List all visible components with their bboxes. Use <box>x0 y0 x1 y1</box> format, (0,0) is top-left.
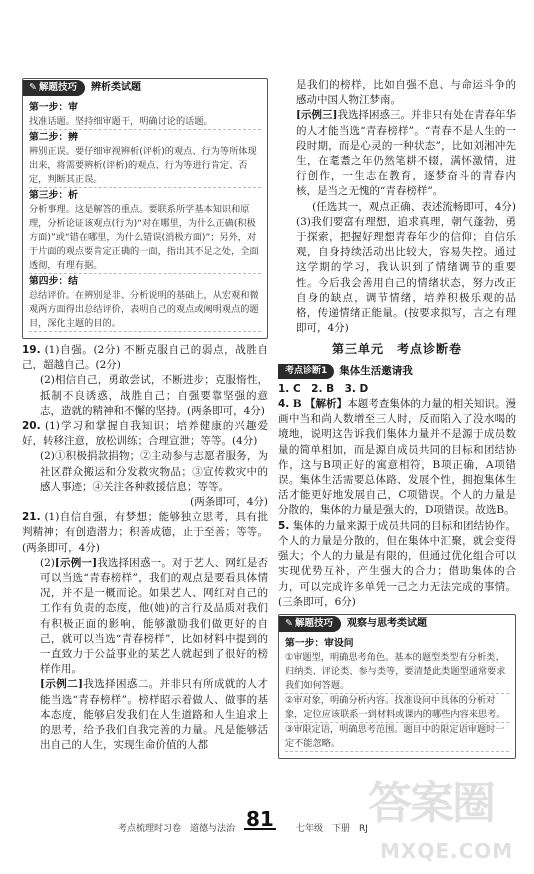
question-number: 20. <box>22 420 41 433</box>
answer-text: 我选择困惑二。并非只有所成就的人才能当选“青春榜样”。榜样昭示着做人、做事的基本态度，能够启发我们在人生道路和人生追求上的思考，给予我们自我完善的力量。凡是能够活出自己的人生，实现生命价值的人都 <box>40 678 269 752</box>
tip-box-observe <box>278 614 516 759</box>
answer-5 <box>278 519 516 610</box>
answer-text: (2)①积极捐款捐物；②主动参与志愿者服务，为社区群众搬运和分发救灾物品；③宣传救灾中的感人事迹；④关注各种救援信息；等等。 <box>40 450 268 493</box>
step-title: 第三步：析 <box>29 190 78 201</box>
tip-title: 辨析类试题 <box>90 82 141 93</box>
analysis-tag: 【解析】 <box>304 398 348 411</box>
score-note: (两条即可，4分) <box>190 496 268 509</box>
answer-text: 我选择困惑一。对于艺人、网红是否可以当选“青春榜样”，我们的观点是要看具体情况，并不是一概而论。如果艺人、网红对自己的工作有负责的态度，他(她)的言行及品质对我们有积极正面的影响，能够激励我们做更好的自己，就可以当选“青春榜样”，比如材料中提到的一直致力于公益事业的某艺人就起到了很好的榜样作用。 <box>40 556 269 676</box>
footer-book-title: 考点梳理时习卷 道德与法治 <box>118 824 236 834</box>
diagnosis-title: 集体生活邀请我 <box>339 364 413 377</box>
step-text: 辨别正误。要仔细审视辨析(评析)的观点、行为等所体现出来，将需要辨析(评析)的观点、行为等进行肯定、否定，判断其正误。 <box>29 145 261 188</box>
answer-1-3: 1. C 2. B 3. D <box>278 382 369 395</box>
right-column <box>278 78 516 763</box>
step-item: ①审题型，明确思考角色。基本的题型类型有分析类、归纳类、评论类、参与类等，要清楚此类题型通常要求我们如何答题。 <box>285 651 509 694</box>
step-item: ②审对象，明确分析内容。找准设问中具体的分析对象，定位应该联系一到材料或课内的哪些内容来思考。 <box>285 694 509 723</box>
question-number: 4. <box>278 398 290 411</box>
answer-20 <box>22 419 268 449</box>
step-title: 第四步：结 <box>29 276 78 287</box>
page-footer <box>0 807 534 844</box>
answer-text: 我选择困惑三。并非只有处在青春年华的人才能当选“青春榜样”。“青春不是人生的一段时期，而是心灵的一种状态”，比如刘湘冲先生，在耄耋之年仍然笔耕不辍，满怀激情，进行创作，一生志在教育，逐梦奋斗的青春内核，是当之无愧的“青春榜样”。 <box>296 109 517 198</box>
answer-text: (1)自强。(2分) 不断克服自己的弱点，战胜自己，超越自己。(2分) <box>22 344 268 372</box>
answer-text: (1)学习和掌握自我知识；培养健康的兴趣爱好，转移注意，放松训练；合理宣泄；等等。(4分) <box>22 420 268 448</box>
tip-box-analysis <box>22 78 268 339</box>
tip-header <box>23 79 267 97</box>
tip-title: 观察与思考类试题 <box>346 617 427 629</box>
step-title: 第一步：审 <box>29 102 78 113</box>
answer-text: (1)自信自强，有梦想；能够独立思考，具有批判精神；有创造潜力；积善成德，止于至善；等等。(两条即可，4分) <box>22 511 268 554</box>
left-column <box>22 78 268 753</box>
example-label: [示例一] <box>54 556 98 569</box>
diagnosis-header <box>278 364 516 379</box>
answer-4 <box>278 397 516 519</box>
answer-choice: B <box>292 398 302 411</box>
step-text: 总结评价。在辨别是非、分析说明的基础上，从宏观和微观两方面得出总结评价，表明自己的观点或阐明观点的题目，深化主题的目的。 <box>29 289 261 332</box>
watermark-top: 答案圈 <box>368 778 494 829</box>
step-text: 分析事理。这是解答的重点。要联系所学基本知识和原理，分析论证该观点(行为)“对在哪里，为什么正确(积极方面)”或“错在哪里，为什么错误(消极方面)”；另外，对于片面的观点要肯定正确的一面，指出其不足之处，全面透彻，有理有据。 <box>29 203 261 274</box>
score-note: (任选其一，观点正确、表述流畅即可，4分) <box>312 200 516 213</box>
answer-text: 集体的力量来源于成员共同的目标和团结协作。个人的力量是分散的，但在集体中汇聚，就会变得强大；个人的力量是有限的，但通过优化组合可以实现优势互补，产生强大的合力；借助集体的合力，可以完成许多单凭一己之力无法完成的事情。(三条即可，6分) <box>278 519 517 608</box>
answer-text: (2)相信自己，勇敢尝试，不断进步；克服惰性，抵制不良诱惑，战胜自己；自强要靠坚强的意志，造就的精神和不懈的坚持。(两条即可，4分) <box>40 374 268 417</box>
example-3 <box>278 108 516 199</box>
bulb-icon: ✎ <box>29 82 37 93</box>
example-1: (2)[示例一]我选择困惑一。对于艺人、网红是否可以当选“青春榜样”，我们的观点是要看具体情况，并不是一概而论。如果艺人、网红对自己的工作有负责的态度，他(她)的言行及品质对我们有积极正面的影响，能够激励我们做更好的自己，就可以当选“青春榜样”，比如材料中提到的一直致力于公益事业的某艺人就起到了很好的榜样作用。 <box>40 556 269 676</box>
page-number: 81 <box>246 807 274 831</box>
watermark-bottom: MXQE.COM <box>380 839 514 863</box>
step-text: 找准话题。坚持细审题干，明确讨论的话题。 <box>29 115 261 130</box>
answer-text: 是我们的榜样，比如自强不息、与命运斗争的感动中国人物江梦南。 <box>296 79 516 107</box>
example-label: [示例三] <box>296 109 338 122</box>
answer-text: 本题考查集体的力量的相关知识。漫画中当和尚人数增至三人时，反而陷入了没水喝的境地，说明这告诉我们集体力量并不是源于成员数量的简单相加，而是源自成员共同的目标和团结协作，这与B项正好的寓意相符，B项正确，A项错误。集体生活需要总体路、发展个性，拥抱集体生活才能更好地发展自己，C项错误。个人的力量是分散的，集体的力量是强大的，D项错误。故选B。 <box>278 398 517 517</box>
step-title: 第一步：审设问 <box>285 637 354 649</box>
tip-badge: ✎ 解题技巧 <box>23 80 85 96</box>
diagnosis-badge: 考点诊断1 <box>278 364 334 379</box>
question-number: 21. <box>22 511 41 524</box>
step-title: 第二步：辨 <box>29 132 78 143</box>
question-number: 5. <box>278 519 290 532</box>
step-item: ③审限定语，明确思考范围。题目中的限定语审题时一定不能忽略。 <box>285 723 509 752</box>
example-2 <box>22 677 268 753</box>
bulb-icon: ✎ <box>285 617 293 629</box>
answer-19 <box>22 343 268 373</box>
example-label: [示例二] <box>40 678 83 691</box>
tip-header <box>279 615 515 633</box>
question-number: 19. <box>22 344 41 356</box>
footer-grade: 七年级 下册 RJ <box>296 824 368 834</box>
unit-title: 第三单元 考点诊断卷 <box>331 342 462 357</box>
answer-text: (3)我们要富有理想，追求真理，朝气蓬勃，勇于探索，把握好理想青春年少的信仰；自信乐观，自身持续活动出比较大，容易失控。通过这学期的学习，我认识到了情绪调节的重要性。今后我会善用自己的情绪状态，努力改正自身的缺点，调节情绪，培养积极乐观的品格，传递情绪正能量。(按要求拟写，言之有理即可，4分) <box>296 215 516 335</box>
answer-21 <box>22 510 268 556</box>
tip-badge: ✎ 解题技巧 <box>279 616 341 632</box>
